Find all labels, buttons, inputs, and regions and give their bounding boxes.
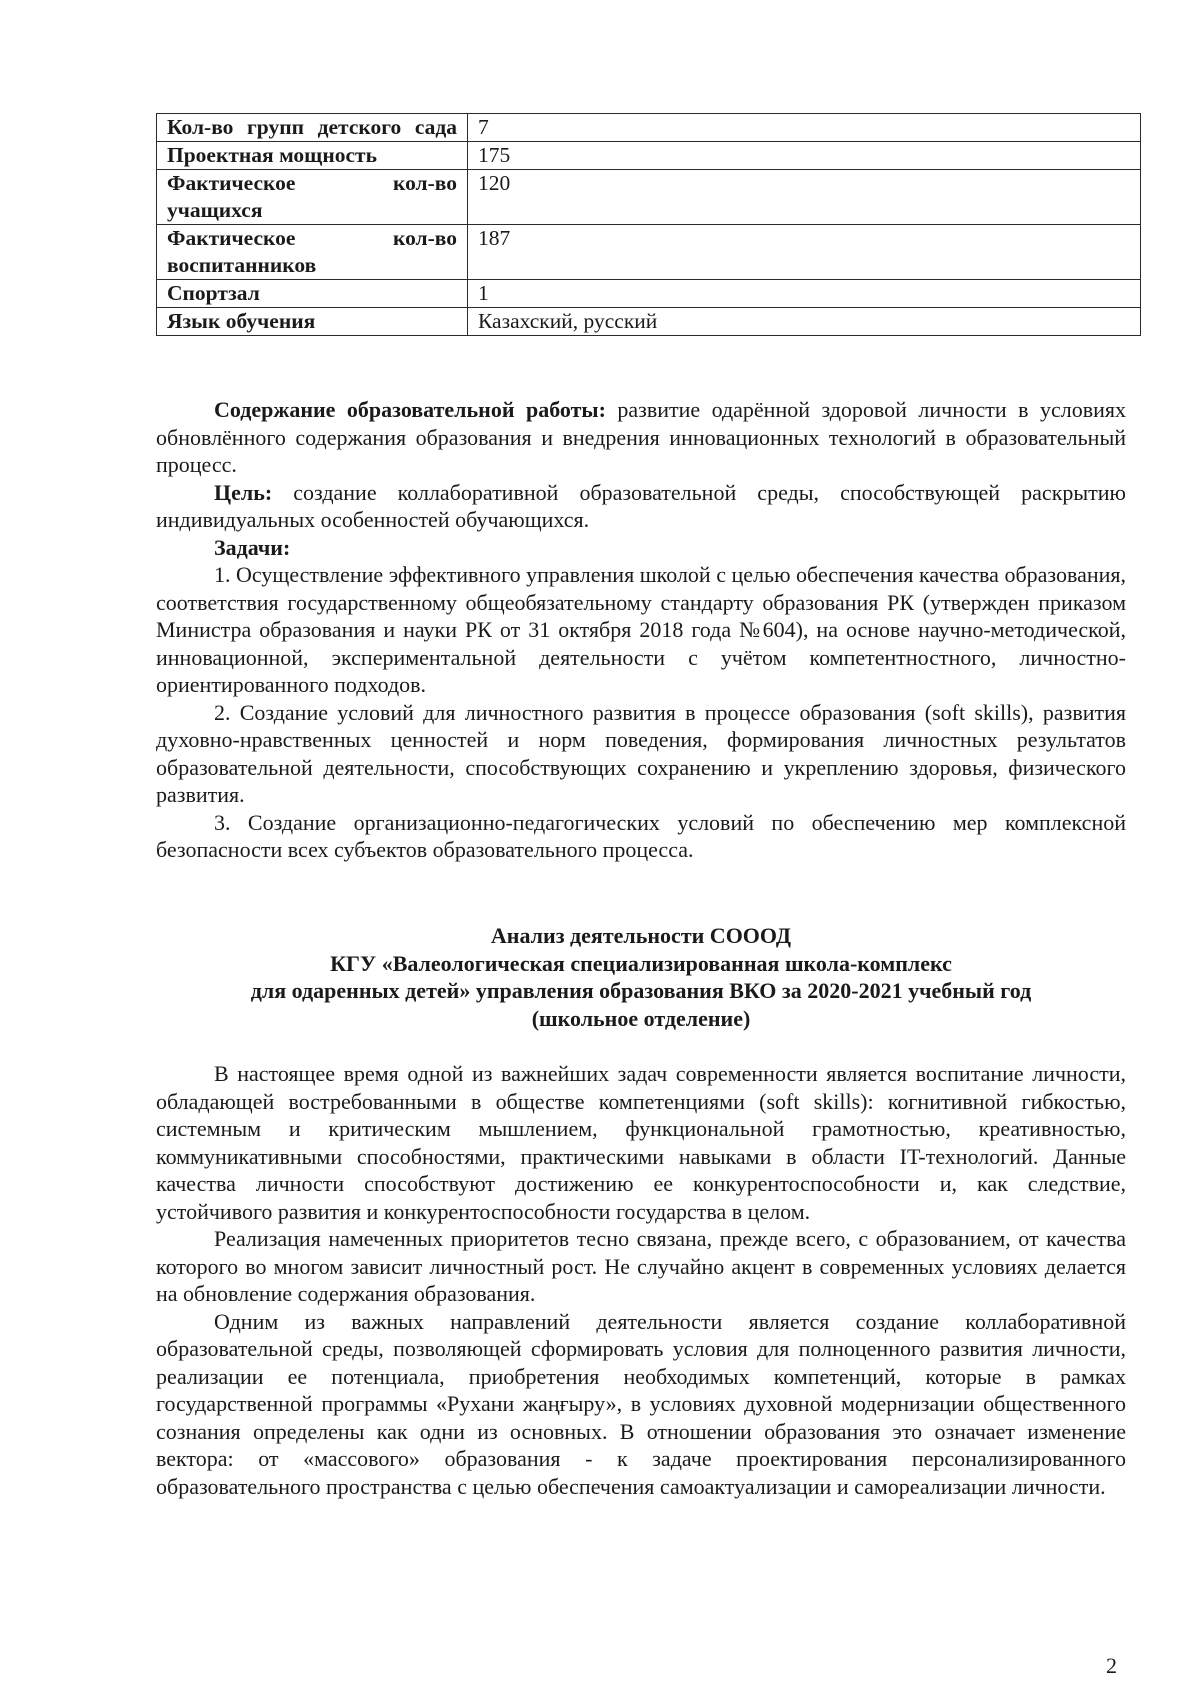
table-key: Фактическое кол-во воспитанников bbox=[157, 225, 468, 280]
heading-line: Анализ деятельности СОООД bbox=[490, 923, 792, 948]
task-item: 1. Осуществление эффективного управления школой с целью обеспечения качества образования, соответствия государственному общеобязательному стандарту образования РК (утвержден приказом Министра образования и науки РК от 31 октября 2018 года №604), на основе научно-методической, инновационной, экспериментальной деятельности с учётом компетентностного, личностно-ориентированного подходов. bbox=[156, 562, 1126, 697]
analysis-paragraph: В настоящее время одной из важнейших задач современности является воспитание личности, обладающей востребованными в обществе компетенциями (soft skills): когнитивной гибкостью, системным и критическим мышлением, функциональной грамотностью, креативностью, коммуникативными способностями, практическими навыками в области IT-технологий. Данные качества личности способствуют достижению ее конкурентоспособности и, как следствие, устойчивого развития и конкурентоспособности государства в целом. bbox=[156, 1061, 1126, 1224]
content-label: Содержание образовательной работы: bbox=[214, 397, 606, 422]
task-item: 3. Создание организационно-педагогических условий по обеспечению мер комплексной безопасности всех субъектов образовательного процесса. bbox=[156, 809, 1126, 862]
task-item: 2. Создание условий для личностного развития в процессе образования (soft skills), развития духовно-нравственных ценностей и норм поведения, формирования личностных результатов образовательной деятельности, способствующих сохранению и укреплению здоровья, физического развития. bbox=[156, 699, 1126, 807]
section-heading bbox=[156, 922, 1126, 1032]
table-key: Кол-во групп детского сада bbox=[157, 114, 468, 142]
table-key: Спортзал bbox=[157, 280, 468, 308]
table-row bbox=[157, 308, 1141, 336]
heading-line: КГУ «Валеологическая специализированная школа-комплекс bbox=[330, 950, 952, 976]
info-table bbox=[156, 113, 1141, 336]
table-key: Проектная мощность bbox=[157, 142, 468, 170]
analysis-section bbox=[156, 1060, 1126, 1500]
work-content-section bbox=[156, 396, 1126, 864]
table-key: Фактическое кол-во учащихся bbox=[157, 170, 468, 225]
table-row bbox=[157, 142, 1141, 170]
table-value: 120 bbox=[468, 170, 1141, 225]
table-value: 7 bbox=[468, 114, 1141, 142]
table-value: 175 bbox=[468, 142, 1141, 170]
table-value: Казахский, русский bbox=[468, 308, 1141, 336]
content-paragraph bbox=[156, 396, 1126, 479]
goal-label: Цель: bbox=[214, 479, 273, 505]
table-row bbox=[157, 280, 1141, 308]
analysis-paragraph: Одним из важных направлений деятельности является создание коллаборативной образовательной среды, позволяющей сформировать условия для полноценного развития личности, реализации ее потенциала, приобретения необходимых компетенций, которые в рамках государственной программы «Рухани жаңғыру», в условиях духовной модернизации общественного сознания определены как одни из основных. В отношении образования это означает изменение вектора: от «массового» образования - к задаче проектирования персонализированного образовательного пространства с целью обеспечения самоактуализации и самореализации личности. bbox=[156, 1308, 1126, 1499]
page-number: 2 bbox=[1106, 1653, 1117, 1678]
table-row bbox=[157, 114, 1141, 142]
analysis-paragraph: Реализация намеченных приоритетов тесно связана, прежде всего, с образованием, от качества которого во многом зависит личностный рост. Не случайно акцент в современных условиях делается на обновление содержания образования. bbox=[156, 1226, 1126, 1306]
table-value: 187 bbox=[468, 225, 1141, 280]
goal-paragraph bbox=[156, 479, 1126, 534]
table-row bbox=[157, 170, 1141, 225]
table-value: 1 bbox=[468, 280, 1141, 308]
heading-line: для одаренных детей» управления образования ВКО за 2020-2021 учебный год bbox=[250, 978, 1032, 1003]
goal-text: создание коллаборативной образовательной среды, способствующей раскрытию индивидуальных особенностей обучающихся. bbox=[156, 479, 1126, 532]
content-text: развитие одарённой здоровой личности в условиях обновлённого содержания образования и внедрения инновационных технологий в образовательный процесс. bbox=[156, 397, 1126, 477]
table-key: Язык обучения bbox=[157, 308, 468, 336]
table-row bbox=[157, 225, 1141, 280]
heading-line: (школьное отделение) bbox=[531, 1005, 751, 1031]
tasks-label: Задачи: bbox=[214, 534, 291, 560]
